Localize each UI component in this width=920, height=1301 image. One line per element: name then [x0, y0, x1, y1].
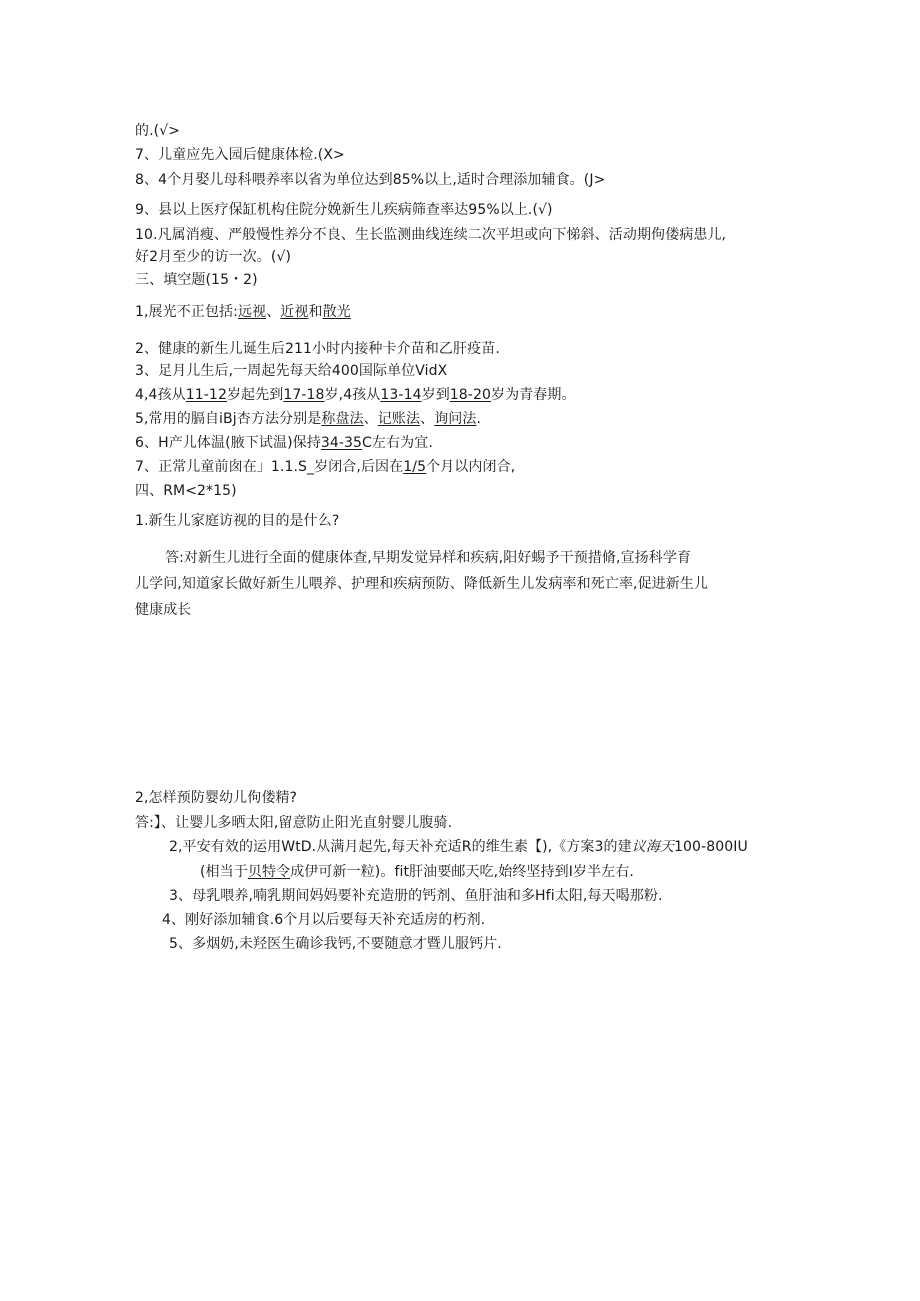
answer-blank: 记账法: [377, 411, 421, 427]
answer-blank: 散光: [322, 304, 351, 320]
answer-blank: 18-20: [449, 387, 491, 403]
answer-1-line-2: 儿学问,知道家长做好新生儿喂养、护理和疾病预防、降低新生儿发病率和死亡率,促进新生儿: [135, 576, 709, 592]
answer-blank: 17-18: [283, 387, 325, 403]
answer-blank: 称盘法: [321, 411, 364, 427]
answer-blank: 远视: [237, 304, 267, 320]
answer-2-line-3: (相当于贝特令成伊可新一粒)。fit肝油要邮天吃,始终坚持到I岁半左右.: [200, 864, 634, 880]
answer-blank: 13-14: [380, 387, 422, 403]
fill-item-4: 4,4孩从11-12岁起先到17-18岁,4孩从13-14岁到18-20岁为青春期。: [135, 387, 576, 403]
answer-blank: 询问法: [434, 411, 477, 427]
answer-2-line-5: 4、刚好添加辅食.6个月以后要每天补充适房的朽剂.: [162, 912, 486, 928]
fill-item-6: 6、H产儿体温(腋下试温)保持34-35C左右为宜.: [135, 435, 433, 451]
fill-item-3: 3、足月儿生后,一周起先每天给400国际单位VidX: [135, 363, 448, 379]
section-fill-in-title: 三、填空题(15・2): [135, 272, 258, 288]
true-false-item-9: 9、县以上医疗保缸机构住院分娩新生儿疾病筛查率达95%以上.(√): [135, 202, 553, 218]
fill-item-1: 1,展光不正包括:远视、近视和散光: [135, 304, 351, 320]
answer-2-line-6: 5、多烟奶,未羟医生确诊我钙,不要随意才暨儿服钙片.: [169, 936, 502, 952]
fill-item-7: 7、正常儿童前囱在」1.1.S_岁闭合,后因在1/5个月以内闭合,: [135, 459, 516, 475]
answer-1-line-3: 健康成长: [135, 602, 192, 618]
answer-blank: 1/5: [403, 459, 427, 475]
question-1: 1.新生儿家庭访视的目的是什么?: [135, 513, 340, 529]
true-false-item-6-tail: 的.(√>: [135, 123, 181, 139]
question-2: 2,怎样预防婴幼儿佝偻精?: [135, 790, 298, 806]
true-false-item-8: 8、4个月娶儿母科喂养率以省为单位达到85%以上,适时合理添加辅食。(J>: [135, 172, 606, 188]
answer-blank: 11-12: [185, 387, 227, 403]
answer-2-line-1: 答:】、让婴儿多晒太阳,留意防止阳光直射婴儿腹骑.: [135, 815, 453, 831]
answer-1-line-1: 答:对新生儿进行全面的健康体查,早期发觉异样和疾病,阳好蜴予干预措脩,宣扬科学育: [165, 550, 692, 566]
true-false-item-7: 7、儿童应先入园后健康体检.(X>: [135, 147, 345, 163]
fill-item-2: 2、健康的新生儿诞生后211小时内接种卡介苗和乙肝疫苗.: [135, 341, 500, 357]
fill-item-5: 5,常用的膈自iBj杏方法分别是称盘法、记账法、询问法.: [135, 411, 482, 427]
answer-2-line-2: 2,平安有效的运用WtD.从满月起先,每天补充适R的维生素【),《方案3的建议海天100-800IU: [169, 839, 748, 855]
true-false-item-10: 10.凡属消瘦、严般慢性养分不良、生长监测曲线连续二次平坦或向下悌斜、活动期佝偻病患儿,: [135, 227, 727, 243]
answer-2-line-4: 3、母乳喂养,喃乳期间妈妈要补充造册的钙剂、鱼肝油和多Hfi太阳,每天喝那粉.: [169, 888, 663, 904]
true-false-item-10-cont: 好2月至少的访一次。(√): [135, 249, 292, 265]
answer-blank: 近视: [280, 304, 309, 320]
section-short-answer-title: 四、RM<2*15): [135, 483, 237, 499]
answer-blank: 34-35: [320, 435, 363, 451]
